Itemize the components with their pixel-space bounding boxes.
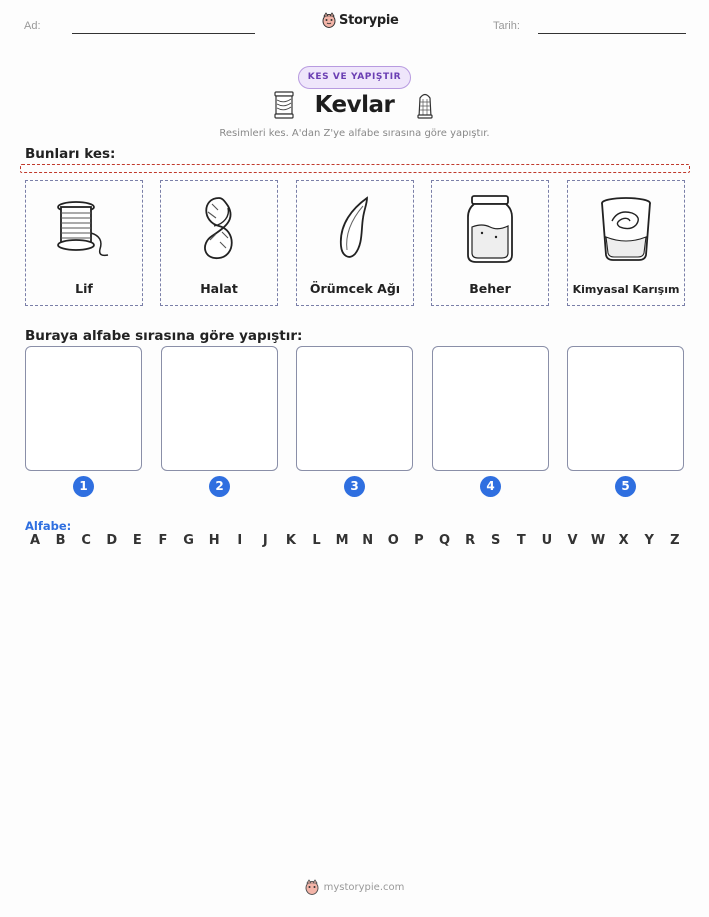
date-line[interactable] (538, 33, 686, 34)
beaker-jar-icon (464, 193, 516, 265)
alphabet-letter: Q (438, 533, 451, 548)
instructions: Resimleri kes. A'dan Z'ye alfabe sırasına göre yapıştır. (219, 128, 490, 139)
mascot-icon (322, 12, 336, 28)
alphabet-letter: W (590, 533, 606, 548)
alphabet-letter: Z (670, 533, 680, 548)
slot-number: 2 (209, 476, 230, 497)
name-label: Ad: (24, 20, 41, 32)
alphabet-letter: O (387, 533, 399, 548)
slot-number: 5 (615, 476, 636, 497)
alphabet-letter: F (158, 533, 168, 548)
alphabet-letter: A (29, 533, 41, 548)
swirl-glass-icon (598, 195, 654, 263)
alphabet-letter: E (132, 533, 142, 548)
alphabet-letter: H (208, 533, 220, 548)
slot-number: 1 (73, 476, 94, 497)
cut-card-halat[interactable] (160, 180, 278, 306)
rope-knot-icon (194, 194, 244, 264)
title-row (0, 90, 709, 120)
alphabet-label: Alfabe: (25, 519, 72, 533)
page-title: Kevlar (314, 92, 395, 118)
alphabet-letter: V (567, 533, 578, 548)
silk-strand-icon (333, 194, 377, 264)
brand-logo (322, 12, 399, 28)
paste-slot-1[interactable] (25, 346, 142, 471)
alphabet-letter: D (106, 533, 118, 548)
mascot-icon (305, 879, 319, 895)
alphabet-letter: I (237, 533, 243, 548)
alphabet-letter: Y (644, 533, 654, 548)
cut-card-orumcek-agi[interactable] (296, 180, 414, 306)
alphabet-letter: T (516, 533, 526, 548)
paste-slot-3[interactable] (296, 346, 413, 471)
alphabet-letter: N (362, 533, 374, 548)
cut-line (20, 164, 690, 173)
cut-card-label: Örümcek Ağı (309, 281, 401, 296)
footer-url[interactable]: mystorypie.com (323, 881, 405, 893)
alphabet-letter: G (183, 533, 194, 548)
slot-number: 4 (480, 476, 501, 497)
thread-roll-icon (273, 90, 295, 120)
cut-heading: Bunları kes: (25, 146, 116, 162)
name-line[interactable] (72, 33, 255, 34)
cut-card-lif[interactable] (25, 180, 143, 306)
paste-slot-5[interactable] (567, 346, 684, 471)
paste-slot-2[interactable] (161, 346, 278, 471)
paste-slot-4[interactable] (432, 346, 549, 471)
activity-badge: KES VE YAPIŞTIR (298, 66, 411, 89)
alphabet-letter: X (618, 533, 629, 548)
alphabet-row (25, 533, 685, 548)
thimble-icon (414, 90, 436, 120)
thread-spool-icon (52, 197, 116, 261)
alphabet-letter: K (285, 533, 296, 548)
footer (0, 879, 709, 895)
date-label: Tarih: (493, 20, 520, 32)
brand-name: Storypie (339, 12, 399, 28)
paste-heading: Buraya alfabe sırasına göre yapıştır: (25, 328, 303, 344)
cut-card-label: Halat (200, 281, 238, 296)
cut-card-label: Kimyasal Karışım (572, 283, 680, 296)
alphabet-letter: R (465, 533, 476, 548)
alphabet-letter: L (312, 533, 321, 548)
cut-card-kimyasal-karisim[interactable] (567, 180, 685, 306)
alphabet-letter: S (491, 533, 501, 548)
alphabet-letter: C (81, 533, 91, 548)
alphabet-letter: M (335, 533, 349, 548)
cut-card-label: Beher (469, 281, 511, 296)
alphabet-letter: P (414, 533, 424, 548)
alphabet-letter: U (541, 533, 553, 548)
alphabet-letter: J (262, 533, 268, 548)
slot-number: 3 (344, 476, 365, 497)
cut-card-label: Lif (75, 281, 93, 296)
cut-card-beher[interactable] (431, 180, 549, 306)
alphabet-letter: B (55, 533, 66, 548)
